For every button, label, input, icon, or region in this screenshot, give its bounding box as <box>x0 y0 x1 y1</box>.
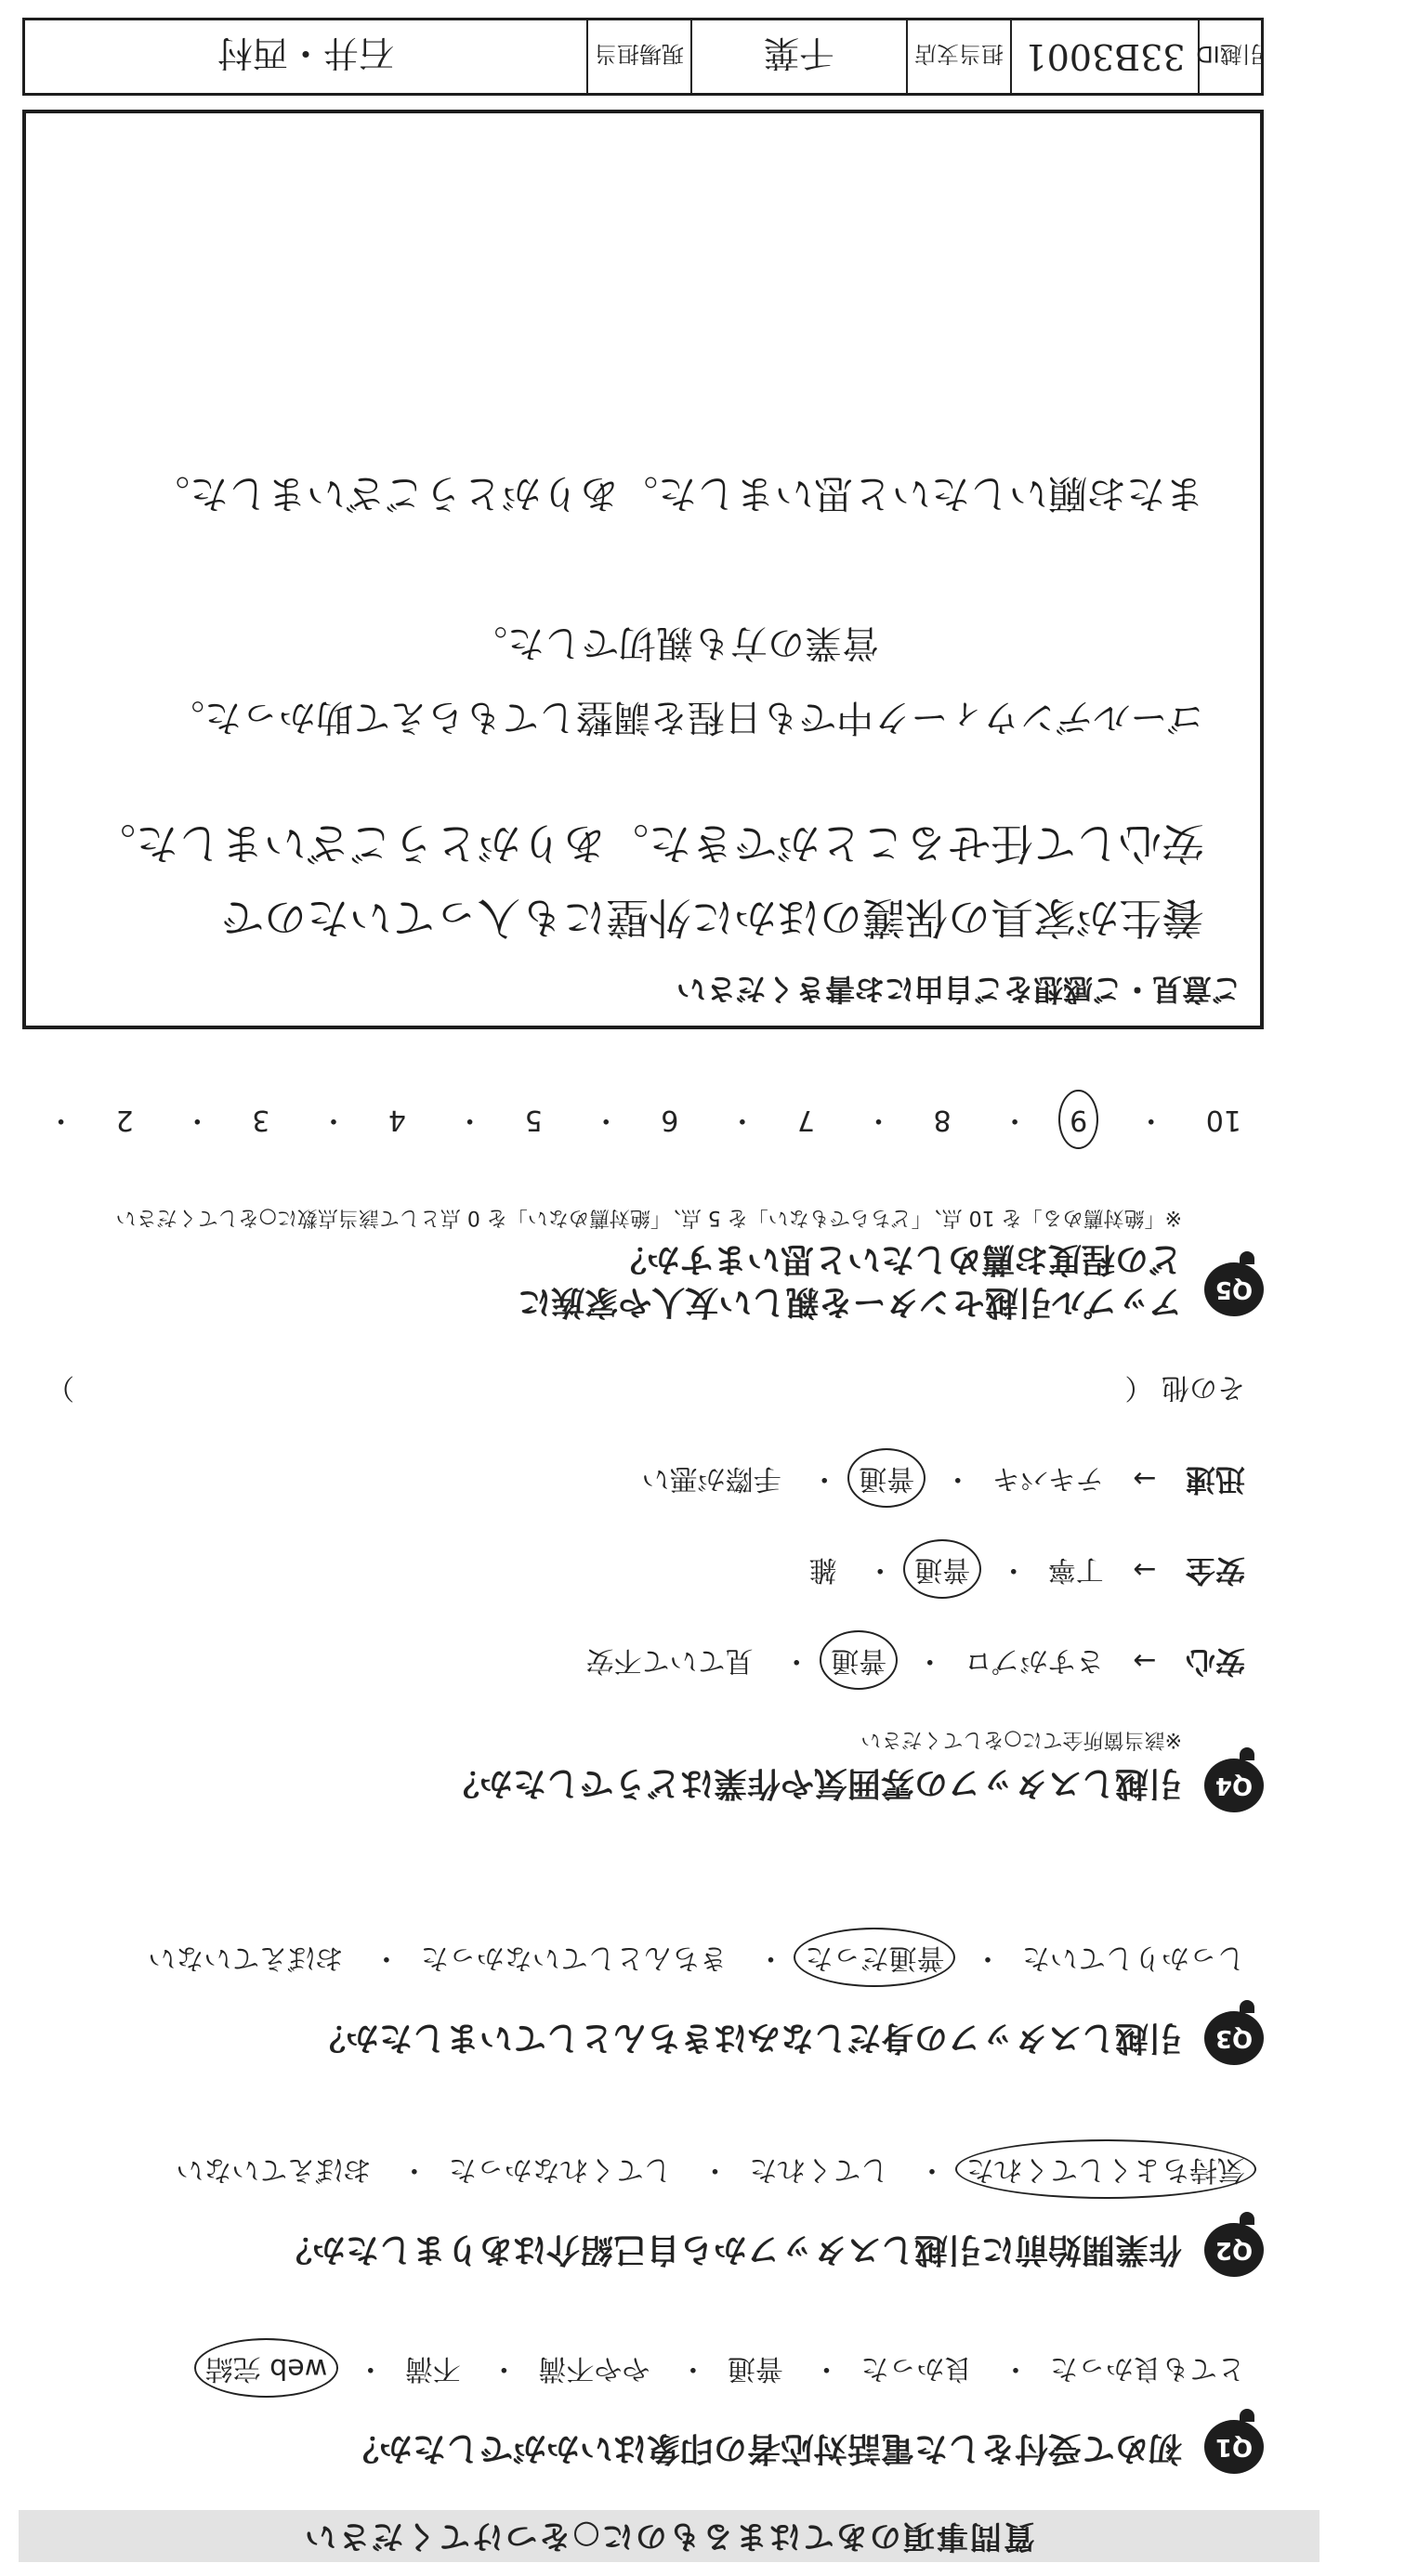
staff-label: 現場担当 <box>586 20 690 93</box>
q3-badge: Q3 <box>1204 2011 1264 2065</box>
q4-row-label: 安心 <box>1185 1644 1245 1680</box>
q5-score[interactable]: 10 <box>1205 1104 1241 1136</box>
q5-score[interactable]: 3 <box>252 1104 270 1136</box>
q1-option[interactable]: とても良かった <box>1050 2352 1245 2385</box>
q5-question-line1: アップル引越センターを親しい友人や家族に <box>518 1283 1182 1321</box>
handwritten-line: 養生が家具の保護のほかに外壁にも入っていたので <box>221 893 1204 943</box>
q5-scale: 10・ 9・ 8・ 7・ 6・ 5・ 4・ 3・ 2・ <box>0 1101 1241 1138</box>
q4-option-selected[interactable]: 普通 <box>914 1550 970 1588</box>
q1-options: とても良かった・ 良かった・ 普通・ やや不満・ 不満・ web 完結 <box>205 2349 1245 2386</box>
move-id-value: 33B3001 <box>1010 20 1198 93</box>
q4-row-anshin: 安心 → さすがプロ・ 普通・ 見ていて不安 <box>586 1641 1245 1680</box>
q3-option[interactable]: おぼえていない <box>148 1942 344 1974</box>
comments-box[interactable] <box>22 110 1264 1029</box>
q1-option-selected[interactable]: web 完結 <box>205 2349 328 2386</box>
q2-badge: Q2 <box>1204 2223 1264 2277</box>
q1-question: 初めて受付をした電話対応者の印象はいかがでしたか？ <box>345 2429 1182 2467</box>
q4-option-selected[interactable]: 普通 <box>831 1641 886 1679</box>
instruction-header: 質問事項のあてはまるものに○をつけてください <box>19 2510 1320 2562</box>
q4-note: ※該当箇所全てに○をしてください <box>860 1728 1182 1751</box>
q4-row-anzen: 安全 → 丁寧・ 普通・ 雑 <box>809 1550 1245 1589</box>
q5-score-selected[interactable]: 9 <box>1070 1101 1087 1138</box>
q1-option[interactable]: 良かった <box>860 2352 973 2385</box>
q3-option-selected[interactable]: 普通だった <box>805 1939 944 1976</box>
admin-info-table <box>22 18 1264 96</box>
q2-option-selected[interactable]: 気持ちよくしてくれた <box>966 2151 1245 2188</box>
q4-option[interactable]: さすがプロ <box>964 1644 1104 1677</box>
q5-score[interactable]: 5 <box>524 1104 543 1136</box>
q1-option[interactable]: 普通 <box>727 2352 783 2385</box>
staff-value: 石井・西村 <box>217 33 395 74</box>
q4-other-label: その他 <box>1162 1371 1245 1404</box>
q3-options: しっかりしていた・ 普通だった・ きちんとしていなかった・ おぼえていない <box>148 1939 1245 1976</box>
handwritten-line: 安心して任せることができた。ありがとうございました。 <box>93 818 1204 869</box>
q5-badge: Q5 <box>1204 1262 1264 1316</box>
branch-label: 担当支店 <box>906 20 1010 93</box>
q4-other-open: （ <box>1124 1371 1153 1404</box>
move-id-label: 引越ID <box>1198 20 1261 93</box>
q3-option[interactable]: しっかりしていた <box>1022 1942 1245 1974</box>
q4-question: 引越しスタッフの雰囲気や作業はどうでしたか？ <box>445 1764 1182 1802</box>
q1-option[interactable]: やや不満 <box>538 2352 650 2385</box>
q3-question: 引越しスタッフの身だしなみはきちんとしていましたか？ <box>311 2019 1182 2057</box>
q5-question-line2: どの程度お薦めしたいと思いますか？ <box>612 1240 1182 1278</box>
q1-option[interactable]: 不満 <box>404 2352 461 2385</box>
q4-other <box>19 1368 1245 1406</box>
q4-option-selected[interactable]: 普通 <box>859 1459 914 1497</box>
q2-option[interactable]: してくれなかった <box>448 2153 672 2186</box>
q2-option[interactable]: してくれた <box>749 2153 889 2186</box>
q4-row-label: 迅速 <box>1185 1462 1245 1497</box>
q4-row-label: 安全 <box>1185 1553 1245 1589</box>
q2-question: 作業開始前に引越しスタッフから自己紹介はありましたか？ <box>278 2230 1182 2269</box>
q5-score[interactable]: 8 <box>933 1104 952 1136</box>
q5-score[interactable]: 6 <box>661 1104 679 1136</box>
q3-option[interactable]: きちんとしていなかった <box>420 1942 728 1974</box>
q4-row-jinsoku: 迅速 → テキパキ・ 普通・ 手際が悪い <box>642 1459 1245 1498</box>
q4-option[interactable]: 雑 <box>808 1553 837 1586</box>
q5-score[interactable]: 7 <box>796 1104 815 1136</box>
q1-badge: Q1 <box>1204 2420 1264 2474</box>
q4-option[interactable]: 丁寧 <box>1047 1553 1104 1586</box>
q5-score[interactable]: 4 <box>387 1104 407 1136</box>
comments-title: ご意見・ご感想をご自由にお書きください <box>676 972 1241 1007</box>
q5-note: ※「絶対薦める」を 10 点、「どちらでもない」を 5 点、「絶対薦めない」を 0 点として該当点数に○をしてください <box>115 1206 1182 1229</box>
branch-value: 千葉 <box>690 20 906 93</box>
q2-option[interactable]: おぼえていない <box>176 2153 372 2186</box>
q5-score[interactable]: 2 <box>115 1104 134 1136</box>
q4-option[interactable]: 手際が悪い <box>641 1462 781 1495</box>
handwritten-line: 営業の方も親切でした。 <box>470 621 879 664</box>
q2-options: 気持ちよくしてくれた・ してくれた・ してくれなかった・ おぼえていない <box>176 2151 1245 2188</box>
q4-other-close: ） <box>46 1371 74 1404</box>
handwritten-line: ゴールデンウィーク中でも日程を調整してもらえて助かった。 <box>167 696 1204 739</box>
handwritten-line: またお願いしたいと思いました。ありがとうございました。 <box>150 471 1204 517</box>
q4-option[interactable]: 見ていて不安 <box>585 1644 754 1677</box>
q4-badge: Q4 <box>1204 1759 1264 1812</box>
q4-option[interactable]: テキパキ <box>991 1462 1104 1495</box>
